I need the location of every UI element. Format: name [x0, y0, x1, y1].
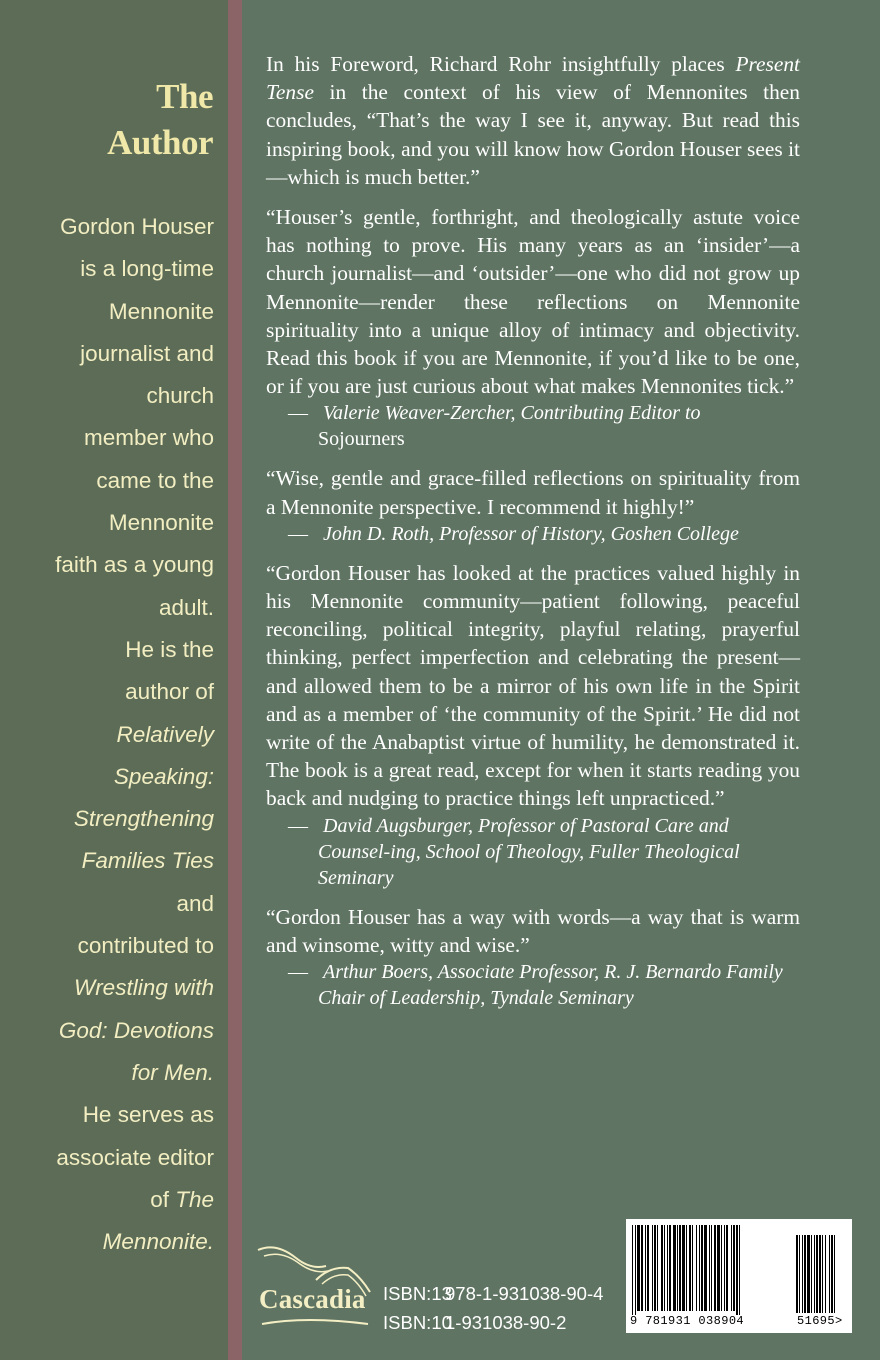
author-bio-line: is a long-time — [80, 256, 214, 282]
endorsements-column — [266, 50, 800, 1011]
barcode-bar — [641, 1225, 643, 1311]
isbn10-label: ISBN:10 — [383, 1312, 452, 1333]
barcode-bar — [673, 1225, 676, 1311]
author-bio-line: for Men. — [131, 1059, 214, 1085]
author-bio-line: and — [176, 890, 214, 916]
barcode-bar — [635, 1225, 636, 1315]
endorsement-attribution-3 — [266, 813, 800, 891]
endorsement-quote-1: “Houser’s gentle, forthright, and theologically astute voice has nothing to prove. His many years as an ‘insider’—a church journalist—and ‘outsider’—one who did not grow up Mennonite—render these reflections on Mennonite spirituality into a unique alloy of intimacy and objectivity. Read this book if you are Mennonite, if you’d like to be one, or if you are just curious about what makes Mennonites tick.” — [266, 205, 800, 399]
barcode-addon-bar — [804, 1235, 806, 1313]
author-bio-line: author of — [125, 679, 214, 705]
barcode-bar — [667, 1225, 668, 1311]
barcode-bar — [692, 1225, 693, 1311]
author-heading-line2: Author — [107, 123, 213, 162]
attribution-dash: — — [288, 814, 308, 837]
barcode-bar — [645, 1225, 646, 1311]
foreword-book-title: Present Tense — [266, 52, 800, 105]
barcode-bar — [696, 1225, 697, 1311]
endorsement-quote-3: “Gordon Houser has looked at the practices valued highly in his Mennonite community—patient following, peaceful reconciling, political integrity, playful relating, prayerful thinking, perfect imperfection and celebrating the present—and allowed them to be a mirror of his own life in the Spirit and as a member of ‘the community of the Spirit.’ He did not write of the Anabaptist virtue of humility, he demonstrated it. The book is a great read, except for when it starts reading you back and nudging to practice things left unpracticed.” — [266, 560, 800, 811]
barcode-bar — [726, 1225, 728, 1311]
barcode-bar — [652, 1225, 653, 1311]
barcode-bar — [664, 1225, 665, 1311]
publisher-logo-text: Cascadia — [259, 1284, 366, 1314]
attribution-name: David Augsburger, Professor of Pastoral Care and Counsel-ing, School of Theology, Fuller Theological Seminary — [318, 814, 740, 889]
barcode-addon-digits: 51695> — [797, 1314, 843, 1328]
barcode-bar — [632, 1225, 633, 1315]
author-bio-line: Speaking: — [113, 763, 214, 789]
barcode-bar — [637, 1225, 640, 1311]
attribution-dash: — — [288, 522, 308, 545]
barcode-bar — [733, 1225, 735, 1311]
author-bio-line: member who — [83, 425, 214, 451]
barcode-addon-bar — [799, 1235, 800, 1313]
author-bio-line: Gordon Houser — [60, 214, 214, 239]
barcode-addon-bar — [819, 1235, 821, 1313]
author-bio — [30, 206, 214, 1263]
author-bio-line: God: Devotions — [58, 1017, 214, 1043]
barcode-bar — [669, 1225, 671, 1311]
barcode-addon-bar — [816, 1235, 818, 1313]
isbn13-value: 978-1-931038-90-4 — [445, 1283, 604, 1304]
isbn10-line — [383, 1308, 603, 1337]
barcode-bar — [736, 1225, 738, 1315]
author-bio-line: faith as a young — [55, 552, 214, 578]
barcode-addon-bar — [814, 1235, 815, 1313]
author-bio-line: Wrestling with — [73, 975, 214, 1001]
endorsement-attribution-2 — [266, 521, 800, 547]
isbn13-label: ISBN:13 — [383, 1283, 452, 1304]
attribution-name: Arthur Boers, Associate Professor, R. J. Bernardo Family Chair of Leadership, Tyndale Seminary — [318, 961, 783, 1010]
barcode-bar — [647, 1225, 649, 1311]
barcode-bar — [704, 1225, 707, 1311]
divider-stripe — [228, 0, 242, 1360]
barcode-bar — [682, 1225, 685, 1311]
isbn13-line — [383, 1279, 603, 1308]
attribution-publication: Sojourners — [318, 428, 405, 451]
attribution-dash: — — [288, 961, 308, 984]
barcode-addon-bar — [796, 1235, 798, 1313]
author-bio-line: Mennonite — [108, 510, 214, 536]
isbn10-value: 1-931038-90-2 — [445, 1312, 567, 1333]
author-bio-line: of The — [150, 1186, 214, 1212]
endorsement-quote-2: “Wise, gentle and grace-filled reflections on spirituality from a Mennonite perspective. I recommend it highly!” — [266, 466, 800, 519]
foreword-text-after: in the context of his view of Mennonites then concludes, “That’s the way I see it, anyway. But read this inspiring book, and you will know how Gordon Houser sees it—which is much better.” — [266, 80, 800, 189]
attribution-name: Valerie Weaver-Zercher, Contributing Editor to — [323, 402, 701, 425]
barcode-bar — [699, 1225, 700, 1311]
barcode-addon-bar — [825, 1235, 826, 1313]
attribution-name: John D. Roth, Professor of History, Goshen College — [323, 522, 739, 545]
barcode-bar — [709, 1225, 710, 1311]
barcode-bar — [686, 1225, 687, 1311]
barcode-addon-bar — [811, 1235, 812, 1313]
barcode-bar — [689, 1225, 691, 1311]
barcode-addon-bar — [831, 1235, 833, 1313]
barcode-bar — [739, 1225, 740, 1315]
barcode-bar — [654, 1225, 656, 1311]
barcode — [626, 1219, 852, 1333]
barcode-bar — [701, 1225, 703, 1311]
attribution-dash: — — [288, 402, 308, 425]
barcode-bar — [731, 1225, 732, 1311]
barcode-addon-bar — [834, 1235, 835, 1313]
barcode-bar — [714, 1225, 716, 1311]
foreword-text-before: In his Foreword, Richard Rohr insightfully places — [266, 52, 736, 76]
barcode-addon-bar — [802, 1235, 803, 1313]
barcode-bar — [679, 1225, 681, 1311]
barcode-bar — [724, 1225, 725, 1311]
author-bio-line: church — [146, 383, 214, 409]
author-bio-line: Mennonite — [108, 298, 214, 324]
author-bio-line: contributed to — [77, 933, 214, 959]
foreword-paragraph — [266, 50, 800, 191]
author-bio-line: journalist and — [80, 340, 214, 366]
endorsement-attribution-1 — [266, 400, 800, 452]
author-bio-line: He serves as — [82, 1102, 214, 1128]
barcode-bar — [717, 1225, 720, 1311]
barcode-bar — [677, 1225, 678, 1311]
author-bio-line: came to the — [96, 467, 214, 493]
author-bio-line: He is the — [125, 636, 214, 662]
author-heading — [20, 74, 213, 166]
author-bio-line: associate editor — [56, 1144, 214, 1170]
barcode-bar — [711, 1225, 712, 1311]
barcode-digits: 9 781931 038904 — [630, 1314, 745, 1328]
author-bio-line: Strengthening — [73, 806, 214, 832]
author-bio-line: adult. — [158, 594, 214, 620]
barcode-bar — [657, 1225, 658, 1311]
barcode-bar — [721, 1225, 722, 1311]
endorsement-attribution-4 — [266, 959, 800, 1011]
barcode-addon-bar — [807, 1235, 810, 1313]
barcode-bar — [661, 1225, 663, 1311]
author-heading-line1: The — [156, 77, 213, 116]
barcode-addon-bar — [829, 1235, 830, 1313]
author-bio-line: Families Ties — [81, 848, 214, 874]
endorsement-quote-4: “Gordon Houser has a way with words—a way that is warm and winsome, witty and wise.” — [266, 904, 800, 957]
isbn-block — [383, 1279, 603, 1337]
barcode-addon-bar — [822, 1235, 823, 1313]
author-bio-line: Mennonite. — [102, 1229, 214, 1255]
author-bio-line: Relatively — [116, 721, 214, 747]
